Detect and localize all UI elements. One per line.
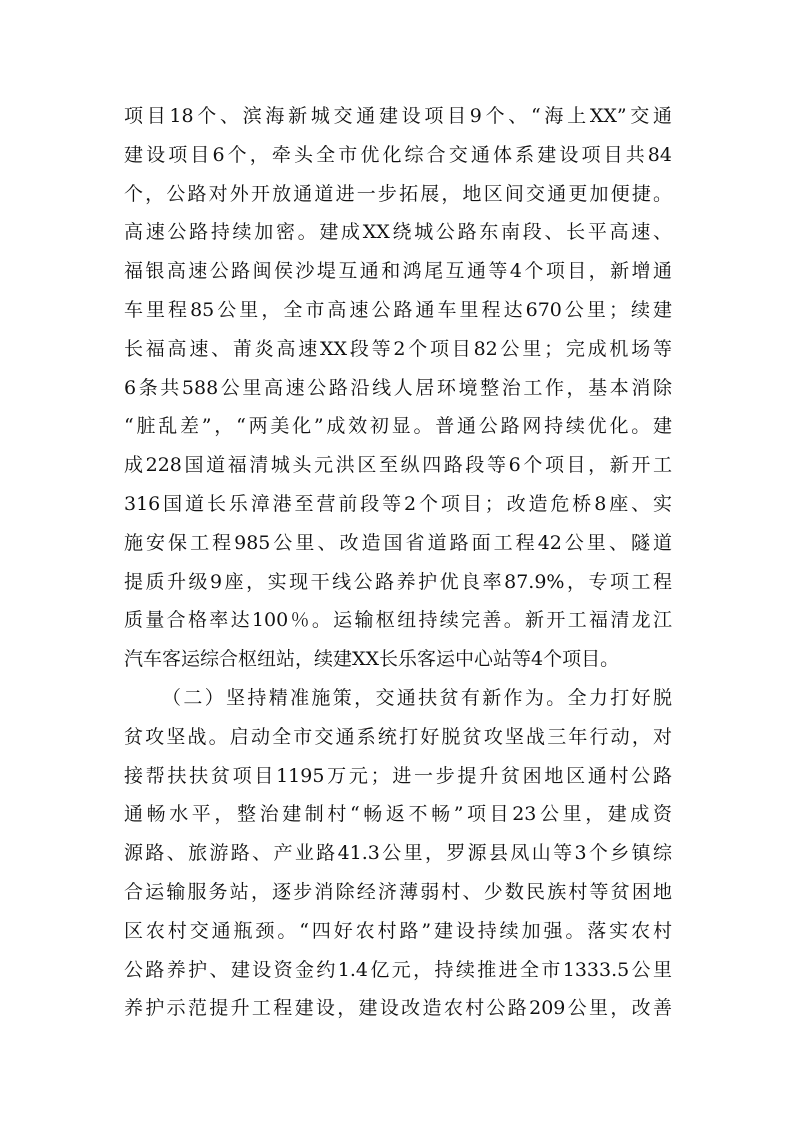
- text-line: 公路养护、建设资金约1.4亿元，持续推进全市1333.5公里: [124, 958, 672, 981]
- text-line: 项目18个、滨海新城交通建设项目9个、“海上XX”交通: [124, 105, 672, 127]
- text-line: 合运输服务站，逐步消除经济薄弱村、少数民族村等贫困地: [124, 880, 672, 903]
- section-heading-line: （二）坚持精准施策，交通扶贫有新作为。全力打好脱: [162, 686, 672, 709]
- text-line: 汽车客运综合枢纽站，续建XX长乐客运中心站等4个项目。: [124, 648, 620, 671]
- text-line: 提质升级9座，实现干线公路养护优良率87.9%，专项工程: [124, 570, 672, 593]
- text-line: 成228国道福清城头元洪区至纵四路段等6个项目，新开工: [124, 454, 672, 477]
- text-line: 车里程85公里，全市高速公路通车里程达670公里；续建: [124, 298, 672, 321]
- text-line: 区农村交通瓶颈。“四好农村路”建设持续加强。落实农村: [124, 919, 672, 942]
- text-line: “脏乱差”，“两美化”成效初显。普通公路网持续优化。建: [124, 415, 672, 438]
- text-line: 6条共588公里高速公路沿线人居环境整治工作，基本消除: [124, 376, 672, 399]
- text-line: 长福高速、莆炎高速XX段等2个项目82公里；完成机场等: [124, 337, 672, 360]
- body-text: [124, 97, 672, 1028]
- text-line: 源路、旅游路、产业路41.3公里，罗源县凤山等3个乡镇综: [124, 842, 672, 865]
- text-line: 高速公路持续加密。建成XX绕城公路东南段、长平高速、: [124, 221, 672, 244]
- text-line: 接帮扶扶贫项目1195万元；进一步提升贫困地区通村公路: [124, 764, 672, 787]
- text-line: 贫攻坚战。启动全市交通系统打好脱贫攻坚战三年行动，对: [124, 725, 672, 748]
- text-line: 养护示范提升工程建设，建设改造农村公路209公里，改善: [124, 997, 672, 1020]
- text-line: 福银高速公路闽侯沙堤互通和鸿尾互通等4个项目，新增通: [124, 260, 672, 283]
- text-line: 建设项目6个，牵头全市优化综合交通体系建设项目共84: [124, 143, 672, 166]
- text-line: 个，公路对外开放通道进一步拓展，地区间交通更加便捷。: [124, 182, 672, 205]
- text-line: 316国道长乐漳港至营前段等2个项目；改造危桥8座、实: [124, 492, 672, 515]
- text-line: 通畅水平，整治建制村“畅返不畅”项目23公里，建成资: [124, 803, 672, 826]
- text-line: 质量合格率达100％。运输枢纽持续完善。新开工福清龙江: [124, 609, 672, 632]
- text-line: 施安保工程985公里、改造国省道路面工程42公里、隧道: [124, 531, 672, 554]
